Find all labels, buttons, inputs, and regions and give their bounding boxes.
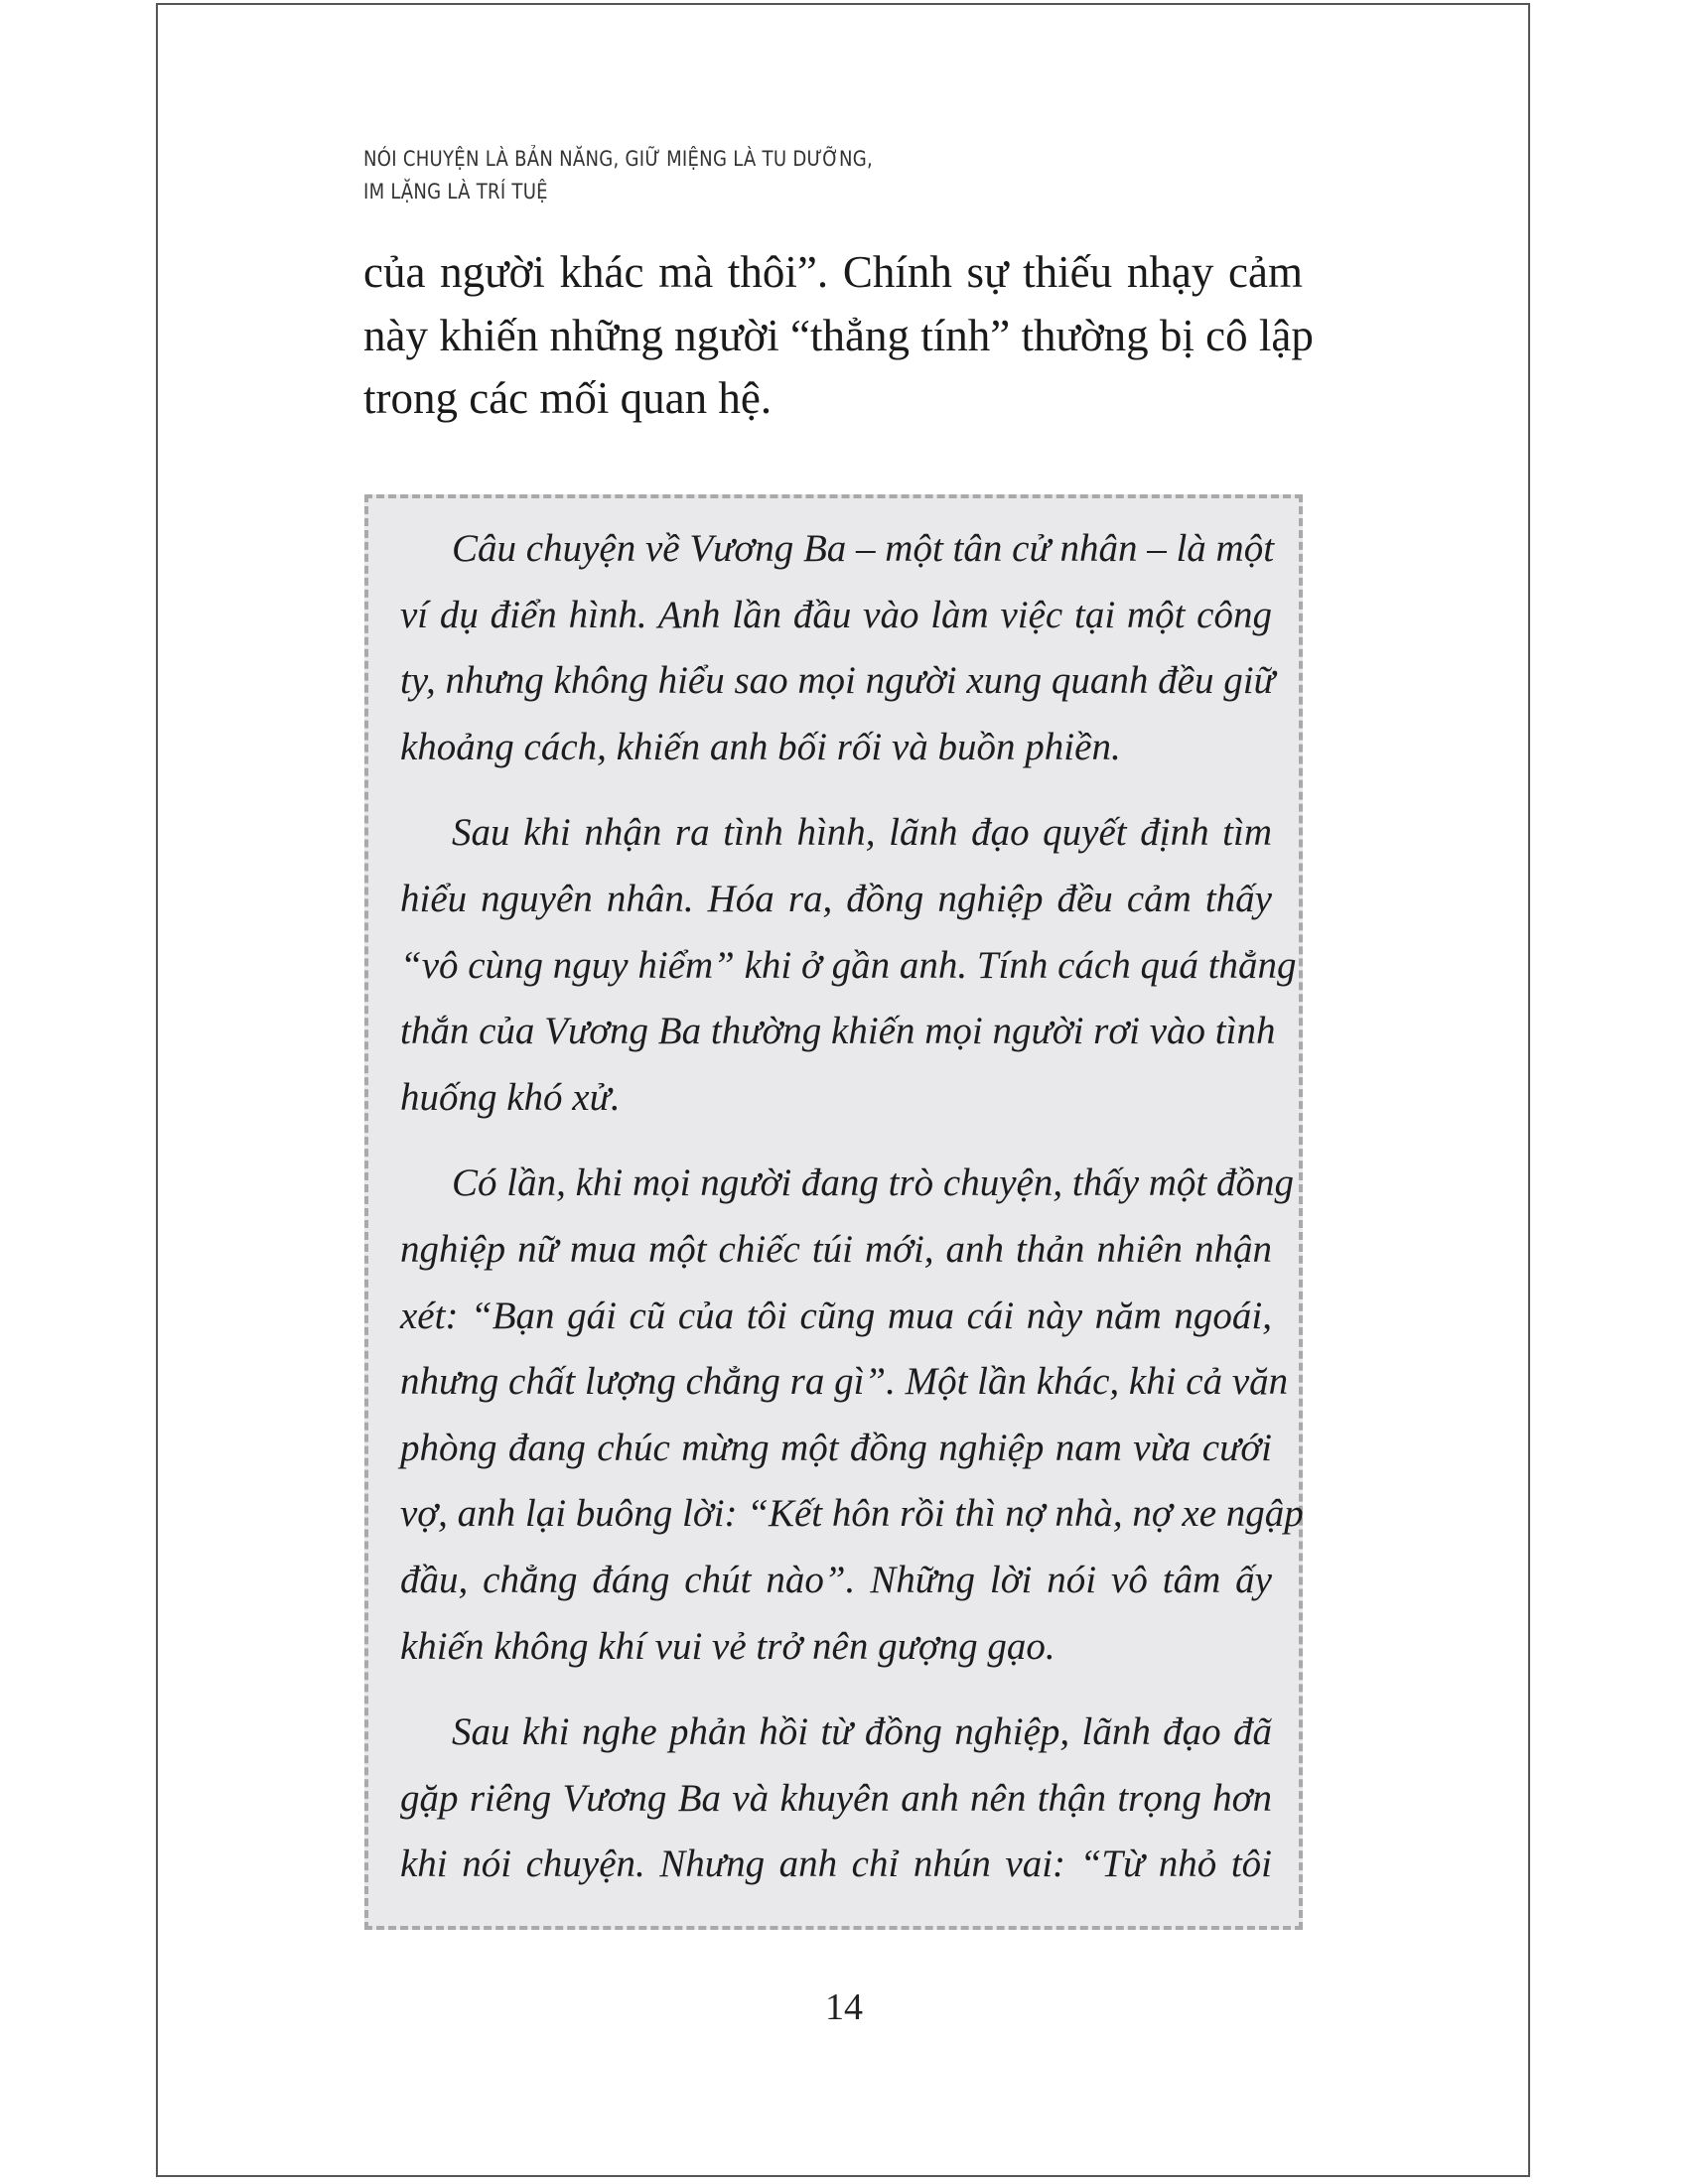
story-line: Có lần, khi mọi người đang trò chuyện, thấy một đồng [452, 1161, 1295, 1205]
body-line: này khiến những người “thẳng tính” thường bị cô lập [363, 310, 1314, 360]
body-line: của người khác mà thôi”. Chính sự thiếu nhạy cảm [363, 247, 1303, 297]
story-line: khi nói chuyện. Nhưng anh chỉ nhún vai: “Từ nhỏ tôi [400, 1843, 1272, 1886]
story-line: ty, nhưng không hiểu sao mọi người xung quanh đều giữ [400, 659, 1275, 703]
story-paragraph [400, 800, 1297, 1131]
running-head [363, 143, 873, 208]
story-line: Sau khi nghe phản hồi từ đồng nghiệp, lãnh đạo đã [452, 1710, 1272, 1754]
body-line: trong các mối quan hệ. [363, 373, 773, 423]
story-line: vợ, anh lại buông lời: “Kết hôn rồi thì nợ nhà, nợ xe ngập [400, 1492, 1304, 1536]
page-number: 14 [825, 1986, 863, 2028]
story-line: Câu chuyện về Vương Ba – một tân cử nhân – là một [452, 527, 1275, 570]
running-head-line: IM LẶNG LÀ TRÍ TUỆ [363, 180, 548, 204]
story-box [364, 494, 1303, 1930]
story-line: phòng đang chúc mừng một đồng nghiệp nam vừa cưới [400, 1426, 1272, 1469]
running-head-line: NÓI CHUYỆN LÀ BẢN NĂNG, GIỮ MIỆNG LÀ TU DƯỠNG, [363, 147, 874, 171]
story-line: gặp riêng Vương Ba và khuyên anh nên thận trọng hơn [400, 1776, 1272, 1820]
story-paragraph [400, 516, 1275, 780]
story-paragraph [400, 1700, 1272, 1898]
story-line: huống khó xử. [400, 1075, 621, 1119]
story-text [400, 516, 1304, 1918]
story-line: đầu, chẳng đáng chút nào”. Những lời nói vô tâm ấy [400, 1558, 1272, 1601]
story-paragraph [400, 1151, 1304, 1680]
story-line: ví dụ điển hình. Anh lần đầu vào làm việc tại một công [400, 593, 1272, 636]
body-paragraph [363, 241, 1314, 431]
story-line: nhưng chất lượng chẳng ra gì”. Một lần khác, khi cả văn [400, 1360, 1289, 1404]
story-line: khiến không khí vui vẻ trở nên gượng gạo. [400, 1624, 1055, 1668]
story-line: xét: “Bạn gái cũ của tôi cũng mua cái này năm ngoái, [400, 1294, 1272, 1337]
story-line: hiểu nguyên nhân. Hóa ra, đồng nghiệp đều cảm thấy [400, 877, 1272, 920]
story-line: Sau khi nhận ra tình hình, lãnh đạo quyết định tìm [452, 811, 1272, 855]
story-line: thắn của Vương Ba thường khiến mọi người rơi vào tình [400, 1010, 1276, 1053]
story-line: khoảng cách, khiến anh bối rối và buồn phiền. [400, 725, 1121, 768]
story-line: “vô cùng nguy hiểm” khi ở gần anh. Tính cách quá thẳng [400, 943, 1297, 987]
story-line: nghiệp nữ mua một chiếc túi mới, anh thản nhiên nhận [400, 1227, 1272, 1271]
